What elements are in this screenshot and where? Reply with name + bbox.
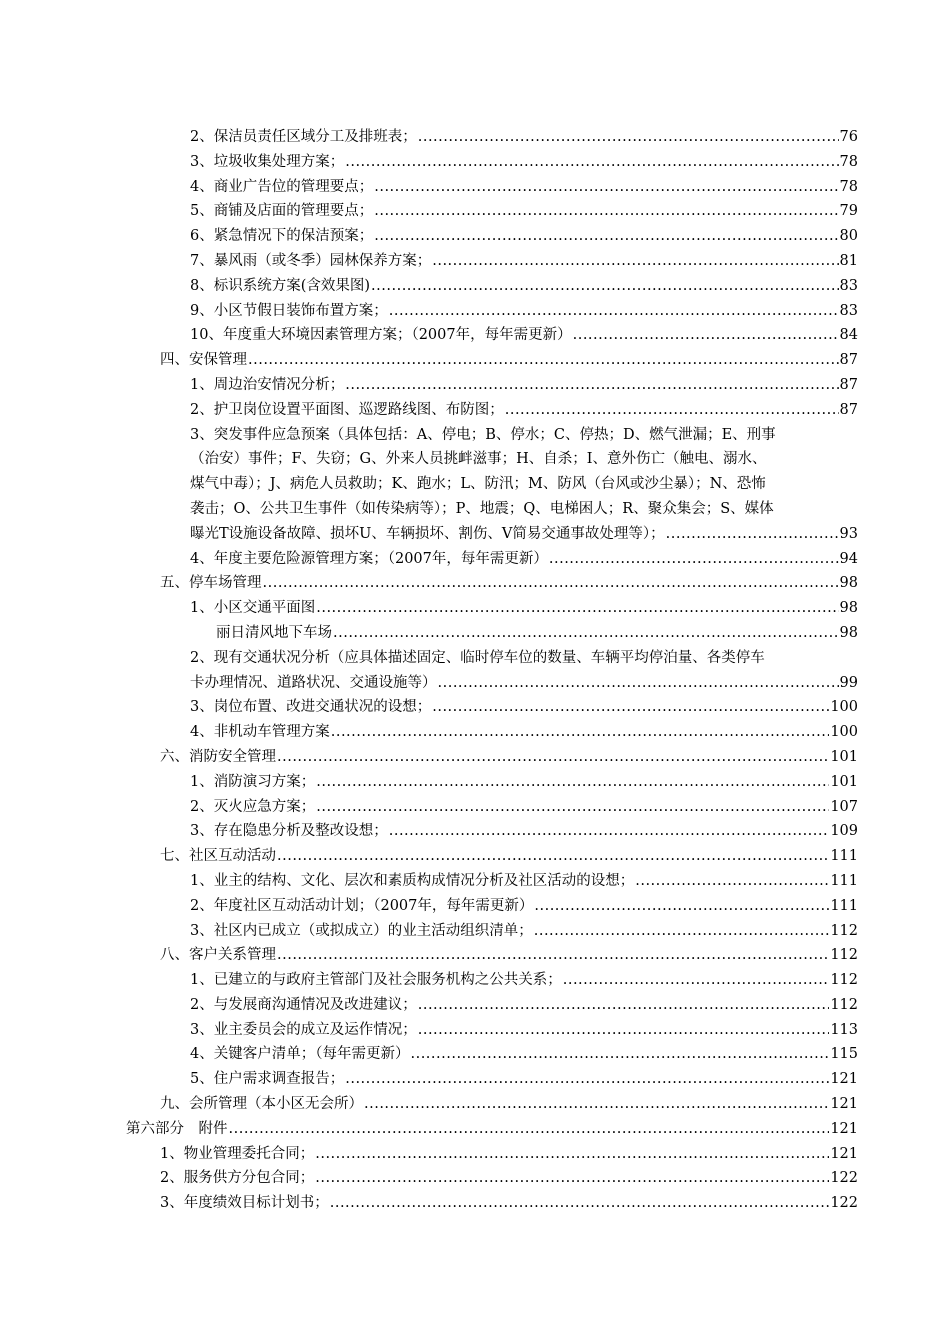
toc-entry-title[interactable]: 第六部分 附件 [126,1120,228,1137]
dot-leader [345,373,838,398]
dot-leader [277,943,829,968]
toc-entry[interactable] [0,695,950,720]
toc-entry[interactable] [0,547,950,572]
toc-entry[interactable] [0,1191,950,1216]
dot-leader [418,1018,830,1043]
toc-page-number: 93 [839,525,858,542]
toc-page-number: 87 [839,352,858,369]
toc-entry-text: 袭击；O、公共卫生事件（如传染病等）；P、地震；Q、电梯困人；R、聚众集会；S、媒体 [190,500,774,517]
toc-page-number: 78 [839,178,858,195]
toc-entry-title[interactable]: 1、业主的结构、文化、层次和素质构成情况分析及社区活动的设想； [190,872,635,889]
toc-entry-title[interactable]: 五、停车场管理 [160,575,262,592]
toc-entry[interactable] [0,894,950,919]
toc-entry-title[interactable]: 2、保洁员责任区域分工及排班表； [190,129,417,145]
toc-page-number: 81 [839,252,858,269]
toc-page-number: 87 [839,376,858,393]
toc-entry[interactable] [0,819,950,844]
dot-leader [432,249,838,274]
toc-page-number: 107 [830,798,858,815]
toc-entry-title[interactable]: 4、非机动车管理方案 [190,724,330,741]
toc-entry[interactable] [0,968,950,993]
toc-page-number: 94 [839,550,858,567]
toc-entry-title[interactable]: 3、垃圾收集处理方案； [190,153,345,170]
dot-leader [410,1042,829,1067]
toc-entry-title[interactable]: 4、年度主要危险源管理方案；（2007年，每年需更新） [190,550,548,567]
toc-entry[interactable] [0,199,950,224]
dot-leader [330,1191,830,1216]
toc-entry-title[interactable]: 六、消防安全管理 [160,748,276,765]
toc-entry-title[interactable]: 卡办理情况、道路状况、交通设施等） [190,674,437,691]
dot-leader [534,894,829,919]
toc-entry-text: （治安）事件；F、失窃；G、外来人员挑衅滋事；H、自杀；I、意外伤亡（触电、溺水、 [190,451,767,468]
toc-entry[interactable] [0,175,950,200]
toc-page-number: 98 [839,624,858,641]
toc-entry[interactable] [0,249,950,274]
toc-page-number: 121 [830,1145,858,1162]
toc-page-number: 112 [830,947,858,964]
toc-entry-title[interactable]: 九、会所管理（本小区无会所） [160,1096,363,1113]
dot-leader [418,125,839,150]
toc-entry-line [0,646,950,671]
dot-leader [333,621,839,646]
toc-entry[interactable] [0,373,950,398]
dot-leader [389,299,839,324]
toc-page-number: 79 [839,203,858,220]
dot-leader [563,968,830,993]
toc-entry-text: 3、突发事件应急预案（具体包括：A、停电；B、停水；C、停热；D、燃气泄漏；E、刑事 [190,426,776,443]
toc-page-number: 87 [839,401,858,418]
toc-entry[interactable] [0,720,950,745]
toc-page-number: 111 [830,848,858,865]
toc-entry[interactable] [0,323,950,348]
toc-entry-title[interactable]: 1、已建立的与政府主管部门及社会服务机构之公共关系； [190,972,562,989]
toc-entry-title[interactable]: 八、客户关系管理 [160,947,276,964]
toc-entry[interactable] [0,1142,950,1167]
table-of-contents [0,125,950,1216]
toc-entry[interactable] [0,125,950,150]
toc-entry-title[interactable]: 4、关键客户清单；（每年需更新） [190,1046,410,1063]
toc-page-number: 100 [830,724,858,741]
dot-leader [374,224,838,249]
dot-leader [345,150,838,175]
dot-leader [345,1067,829,1092]
toc-page-number: 121 [830,1120,858,1137]
dot-leader [229,1117,830,1142]
toc-entry[interactable] [0,1117,950,1142]
toc-entry[interactable] [0,596,950,621]
toc-entry-line [0,423,950,448]
toc-entry[interactable] [0,348,950,373]
dot-leader [635,869,829,894]
toc-page-number: 98 [839,600,858,617]
toc-entry[interactable] [0,274,950,299]
toc-entry[interactable] [0,943,950,968]
toc-entry[interactable] [0,869,950,894]
toc-entry-text: 2、现有交通状况分析（应具体描述固定、临时停车位的数量、车辆平均停泊量、各类停车 [190,649,765,666]
toc-entry-line [0,472,950,497]
dot-leader [505,398,839,423]
toc-page-number: 83 [839,302,858,319]
toc-entry[interactable] [0,1042,950,1067]
dot-leader [277,844,829,869]
toc-page-number: 98 [839,575,858,592]
toc-page-number: 122 [830,1195,858,1212]
toc-page-number: 109 [830,823,858,840]
toc-page-number: 101 [830,773,858,790]
toc-entry[interactable] [0,844,950,869]
toc-entry[interactable] [0,621,950,646]
dot-leader [534,919,830,944]
toc-entry[interactable] [0,919,950,944]
toc-page-number: 99 [839,674,858,691]
dot-leader [316,596,838,621]
toc-entry[interactable] [0,1166,950,1191]
toc-page-number: 111 [830,897,858,914]
toc-entry-title[interactable]: 1、小区交通平面图 [190,600,316,617]
toc-page-number: 84 [839,327,858,344]
toc-entry-title[interactable]: 3、岗位布置、改进交通状况的设想； [190,699,432,716]
toc-entry-title[interactable]: 3、业主委员会的成立及运作情况； [190,1021,417,1038]
toc-entry-title[interactable]: 2、服务供方分包合同； [160,1170,315,1187]
toc-page-number: 83 [839,277,858,294]
toc-entry[interactable] [0,1067,950,1092]
toc-entry-title[interactable]: 2、与发展商沟通情况及改进建议； [190,996,417,1013]
toc-page-number: 78 [839,153,858,170]
dot-leader [316,770,829,795]
toc-page-number: 100 [830,699,858,716]
toc-page-number: 112 [830,972,858,989]
toc-entry-title[interactable]: 10、年度重大环境因素管理方案；（2007年，每年需更新） [190,327,572,344]
toc-entry[interactable] [0,398,950,423]
toc-entry-title[interactable]: 5、商铺及店面的管理要点； [190,203,374,220]
dot-leader [432,695,829,720]
dot-leader [331,720,830,745]
toc-entry[interactable] [0,1092,950,1117]
dot-leader [549,547,839,572]
toc-entry-title[interactable]: 2、护卫岗位设置平面图、巡逻路线图、布防图； [190,401,504,418]
dot-leader [277,745,829,770]
toc-entry[interactable] [0,795,950,820]
toc-entry-title[interactable]: 四、安保管理 [160,352,247,369]
toc-entry-title[interactable]: 1、周边治安情况分析； [190,376,345,393]
toc-entry[interactable] [0,770,950,795]
toc-page-number: 101 [830,748,858,765]
toc-page-number: 76 [839,129,858,145]
toc-entry-title[interactable]: 2、灭火应急方案； [190,798,316,815]
toc-entry[interactable] [0,299,950,324]
toc-entry-title[interactable]: 5、住户需求调查报告； [190,1071,345,1088]
toc-entry-text: 煤气中毒）；J、病危人员救助；K、跑水；L、防汛；M、防风（台风或沙尘暴）；N、恐怖 [190,476,766,493]
dot-leader [364,1092,829,1117]
toc-entry-title[interactable]: 2、年度社区互动活动计划；（2007年，每年需更新） [190,897,534,914]
toc-page-number: 111 [830,872,858,889]
dot-leader [374,199,838,224]
toc-entry-line [0,497,950,522]
toc-entry-title[interactable]: 4、商业广告位的管理要点； [190,178,374,195]
toc-entry[interactable] [0,224,950,249]
toc-entry-title[interactable]: 丽日清风地下车场 [216,624,332,641]
dot-leader [371,274,839,299]
toc-page-number: 122 [830,1170,858,1187]
toc-entry-title[interactable]: 7、暴风雨（或冬季）园林保养方案； [190,252,432,269]
toc-page-number: 112 [830,996,858,1013]
toc-entry[interactable] [0,993,950,1018]
dot-leader [389,819,830,844]
toc-entry[interactable] [0,1018,950,1043]
toc-entry-title[interactable]: 1、消防演习方案； [190,773,316,790]
dot-leader [418,993,830,1018]
toc-entry-title[interactable]: 七、社区互动活动 [160,848,276,865]
toc-entry[interactable] [0,571,950,596]
toc-page-number: 115 [830,1046,858,1063]
dot-leader [316,795,829,820]
toc-entry-title[interactable]: 3、年度绩效目标计划书； [160,1195,329,1212]
dot-leader [374,175,838,200]
dot-leader [263,571,839,596]
dot-leader [573,323,839,348]
toc-entry-title[interactable]: 曝光T设施设备故障、损坏U、车辆损坏、割伤、V简易交通事故处理等）； [190,525,665,542]
toc-entry-title[interactable]: 3、社区内已成立（或拟成立）的业主活动组织清单； [190,922,533,939]
toc-entry-title[interactable]: 8、标识系统方案(含效果图) [190,277,371,294]
toc-entry-title[interactable]: 6、紧急情况下的保洁预案； [190,228,374,245]
toc-entry[interactable] [0,745,950,770]
toc-page-number: 121 [830,1096,858,1113]
toc-entry-title[interactable]: 3、存在隐患分析及整改设想； [190,823,388,840]
toc-page-number: 80 [839,228,858,245]
dot-leader [315,1142,829,1167]
toc-entry-title[interactable]: 1、物业管理委托合同； [160,1145,315,1162]
toc-page-number: 113 [830,1021,858,1038]
dot-leader [666,522,839,547]
toc-entry-title[interactable]: 9、小区节假日装饰布置方案； [190,302,388,319]
dot-leader [315,1166,829,1191]
toc-entry[interactable] [0,522,950,547]
toc-page-number: 112 [830,922,858,939]
dot-leader [438,671,839,696]
toc-entry[interactable] [0,150,950,175]
toc-page-number: 121 [830,1071,858,1088]
toc-entry[interactable] [0,671,950,696]
toc-entry-line [0,447,950,472]
dot-leader [248,348,839,373]
